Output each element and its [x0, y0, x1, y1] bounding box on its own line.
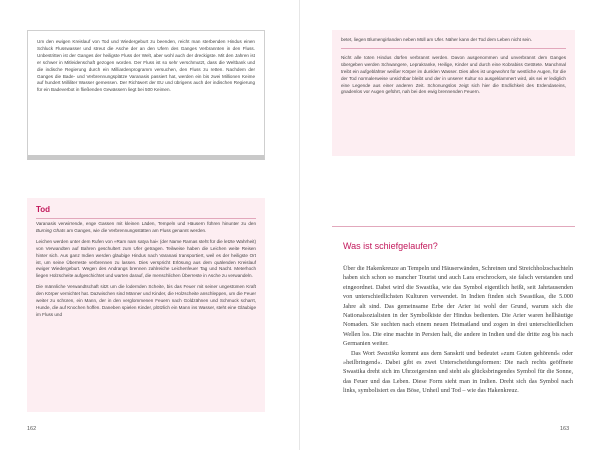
page-number-right: 163: [560, 426, 570, 432]
section-title: Was ist schiefgelaufen?: [343, 241, 438, 251]
page-number-left: 162: [27, 426, 37, 432]
tod-p1-italic: Burning Ghats: [36, 227, 66, 233]
info-box-continued: [332, 30, 575, 156]
section-divider: [332, 226, 575, 227]
info-box-tod-title: Tod: [36, 204, 256, 219]
info-box-tod-paragraph-1: [36, 221, 256, 235]
continued-paragraph-2: Nicht alle toten Hindus dürfen verbrannt werden. Davon ausgenommen und unverbrannt dem Ganges übergeben werden Schwangere, Leprakranke, Heilige, Kinder und durch eine Kobrabiss Getötete. Manchmal treibt ein aufgeblähter weißer Körper im dunklen Wasser. Dies alles ist ungewohnt für westliche Augen, für die der Tod normalerweise unsichtbar bleibt und der in unserer Kultur so ausgeklammert wird, als sei er lediglich eine Legende aus einer anderen Zeit. Schonungslos zeigt sich hier die Endlichkeit des Erdendaseins, gnadenlos vor Augen geführt, nah bei den ewig brennenden Feuern.: [341, 54, 566, 95]
body-p2-after: kommt aus dem Sanskrit und bedeutet »zum Guten gehörend« oder »heilbringend«. Dabei gibt es zwei Unterscheidungsformen: Die nach rechts geöffnete Swastika dreht sich im Uhrzeigersinn und steht als glücksbringendes Symbol für die Sonne, das Feuer und das Leben. Diese Form sieht man in Indien. Dreht sich das Symbol nach links, symbolisiert es das Böse, Unheil und Tod – wie das Hakenkreuz.: [343, 349, 573, 395]
body-paragraph-2: [343, 349, 573, 396]
info-box-ganges-text: Um den ewigen Kreislauf von Tod und Wiedergeburt zu beenden, reicht man sterbenden Hindus einen Schluck Flusswasser und streut die Asche der an den Ufern des Ganges Verbrannten in den Fluss. Unbestritten ist der Ganges der heiligste Fluss der Welt, aber wohl auch der dreckigste. Mit den Jahren ist er schwer in Mitleidenschaft gezogen worden. Der Fluss ist so sehr verschmutzt, dass die Weltbank und die indische Regierung durch ein Milliardenprogramm versuchen, den Fluss zu retten. Nachdem der Ganges die Bade- und Verbrennungsplätze Varanasis passiert hat, werden ein bis zwei Millionen Keime auf hundert Milliliter Wasser gemessen. Der Richtwert der EU und übrigens auch der indischen Regierung für ein Badeverbot in fließenden Gewässern liegt bei 500 Keimen.: [37, 39, 255, 93]
continued-divider: [341, 48, 566, 49]
body-paragraph-1: Über die Hakenkreuze an Tempeln und Häuserwänden, Schreinen und Streichholzschachteln haben sich schon so mancher Tourist und auch Lara erschrocken, sie falsch verstanden und eingeordnet. Dabei wird die Swastika, wie das Symbol eigentlich heißt, seit Jahrtausenden von unterschiedlichsten Kulturen verwendet. In Indien finden sich Swastikas, die 5.000 Jahre alt sind. Das gemeinsame Erbe der Arier ist wohl der Grund, warum sich die Nationalsozialisten in der Symbolkiste der Hindus bedienten. Die Arier waren hellhäutige Nomaden. Sie suchten nach einem neuen Heimatland und zogen in drei unterschiedlichen Wellen los. Die eine machte in Persien halt, die andere in Indien und die dritte zog bis nach Germanien weiter.: [343, 265, 573, 348]
body-p2-before: Das Wort: [351, 349, 377, 357]
tod-p1-before: Varanasis verwirrende, enge Gassen mit kleinen Läden, Tempeln und Häusern führen hinunter zu den: [36, 221, 256, 226]
body-text: [343, 264, 573, 396]
info-box-tod-paragraph-3: Die männliche Verwandtschaft sitzt um die lodernden Scheite, bis das Feuer mit seiner ungestümen Kraft den Körper vernichtet hat. Dazwischen sind Männer und Kinder, die Holzscheite anschleppen, um die Feuer weiter zu schüren, ein Mann, der in den verglommenen Feuern nach Goldzähnen und Schmuck scharrt, Hunde, die auf Knochen hoffen. Daneben spielen Kinder, plötzlich ein Mann ins Wasser, steht eine Gläubige im Fluss und: [36, 284, 256, 317]
continued-paragraph-1: betet, liegen Blumengirlanden neben Müll am Ufer. Näher kann der Tod dem Leben nicht sein.: [341, 37, 532, 42]
info-box-ganges: [27, 30, 265, 160]
info-box-tod: [27, 198, 265, 412]
body-p2-italic: Swastika: [376, 349, 399, 357]
tod-p1-after: am Ganges, wie die Verbrennungsstätten am Fluss genannt werden.: [65, 227, 207, 233]
info-box-tod-paragraph-2: Leichen werden unter dem Rufen von »Ram nam satya hai« (der Name Ramas steht für die letzte Wahrheit) von Verwandten auf Bahren geschultert zum Ufer getragen. Teilweise haben die Leichen weite Reisen hinter sich. Aus ganz Indien werden gläubige Hindus nach Varanasi transportiert, weil es der heiligste Ort ist, um seine Überreste verbrennen zu lassen. Dies verspricht Erlösung aus dem quälenden Kreislauf ewiger Wiedergeburt. Wegen des Andrangs brennen zahlreiche Leichenfeuer Tag und Nacht. Meterhoch liegen Holzscheite aufgeschichtet und warten darauf, die menschlichen Überreste in Asche zu verwandeln.: [36, 238, 256, 279]
